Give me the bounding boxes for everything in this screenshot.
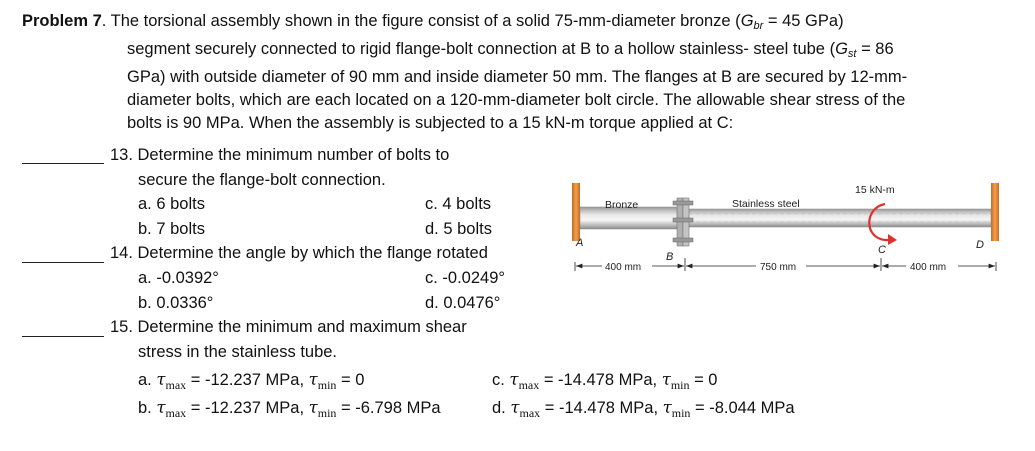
problem-line-2: segment securely connected to rigid flange-bolt connection at B to a hollow stainless- steel tube ($G_{st} = 86$ [127,40,894,60]
steel-label: Stainless steel [732,198,800,210]
q13-option-c[interactable]: c. 4 bolts [425,195,492,213]
point-c-label: C [878,244,886,256]
problem-line-5: bolts is 90 MPa. When the assembly is subjected to a 15 kN-m torque applied at C: [127,114,734,132]
answer-blank-15[interactable] [22,336,104,337]
point-b-label: B [666,251,674,263]
dimension-400-left: 400 mm [605,262,642,273]
q14-option-a[interactable]: a. -0.0392° [138,269,219,287]
q14-option-d[interactable]: d. 0.0476° [425,294,501,312]
point-a-label: A [576,237,584,249]
q15-option-c[interactable]: c. $\tau_{max} = -14.478$ MPa, $\tau_{min} = 0$ [492,370,718,392]
right-wall [991,183,999,241]
tau-symbol: τ [308,398,318,417]
problem-label: Problem 7 [22,12,102,30]
problem-statement [22,10,1012,135]
torsional-assembly-figure [560,178,1020,278]
q14-option-b[interactable]: b. 0.0336° [138,294,214,312]
q13-option-a[interactable]: a. 6 bolts [138,195,205,213]
problem-line-4: diameter bolts, which are each located on a 120-mm-diameter bolt circle. The allowable shear stress of the [127,91,906,109]
q14-prompt: 14. Determine the angle by which the flange rotated [110,244,488,262]
left-wall [572,183,580,241]
answer-blank-13[interactable] [22,163,104,164]
problem-line-1: Problem 7. The torsional assembly shown in the figure consist of a solid 75-mm-diameter bronze ($G_{br} = 45$ GPa) [22,12,844,32]
q13-option-b[interactable]: b. 7 bolts [138,220,205,238]
tau-symbol: τ [662,398,672,417]
q15-option-b[interactable]: b. $\tau_{max} = -12.237$ MPa, $\tau_{min} = -6.798$ MPa [138,398,441,420]
tau-symbol: τ [156,398,166,417]
answer-blank-14[interactable] [22,262,104,263]
tau-symbol: τ [661,370,671,389]
tau-symbol: τ [156,370,166,389]
q15-prompt-line2: stress in the stainless tube. [138,343,338,361]
bronze-label: Bronze [605,199,639,211]
tau-symbol: τ [509,370,519,389]
tau-symbol: τ [510,398,520,417]
q15-prompt-line1: 15. Determine the minimum and maximum shear [110,318,467,336]
torque-label: 15 kN-m [855,184,895,196]
tau-symbol: τ [308,370,318,389]
q13-prompt-line2: secure the flange-bolt connection. [138,171,386,189]
q13-option-d[interactable]: d. 5 bolts [425,220,492,238]
dimension-400-right: 400 mm [910,262,947,273]
dimension-750: 750 mm [760,262,797,273]
point-d-label: D [976,239,984,251]
steel-tube [689,209,991,227]
problem-line-3: GPa) with outside diameter of 90 mm and inside diameter 50 mm. The flanges at B are secured by 12-mm- [127,68,908,86]
q14-option-c[interactable]: c. -0.0249° [425,269,505,287]
q13-prompt-line1: 13. Determine the minimum number of bolts to [110,146,450,164]
q15-option-a[interactable]: a. $\tau_{max} = -12.237$ MPa, $\tau_{min} = 0$ [138,370,365,392]
q15-option-d[interactable]: d. $\tau_{max} = -14.478$ MPa, $\tau_{min} = -8.044$ MPa [492,398,795,420]
flange-bolt-connection [673,198,693,246]
